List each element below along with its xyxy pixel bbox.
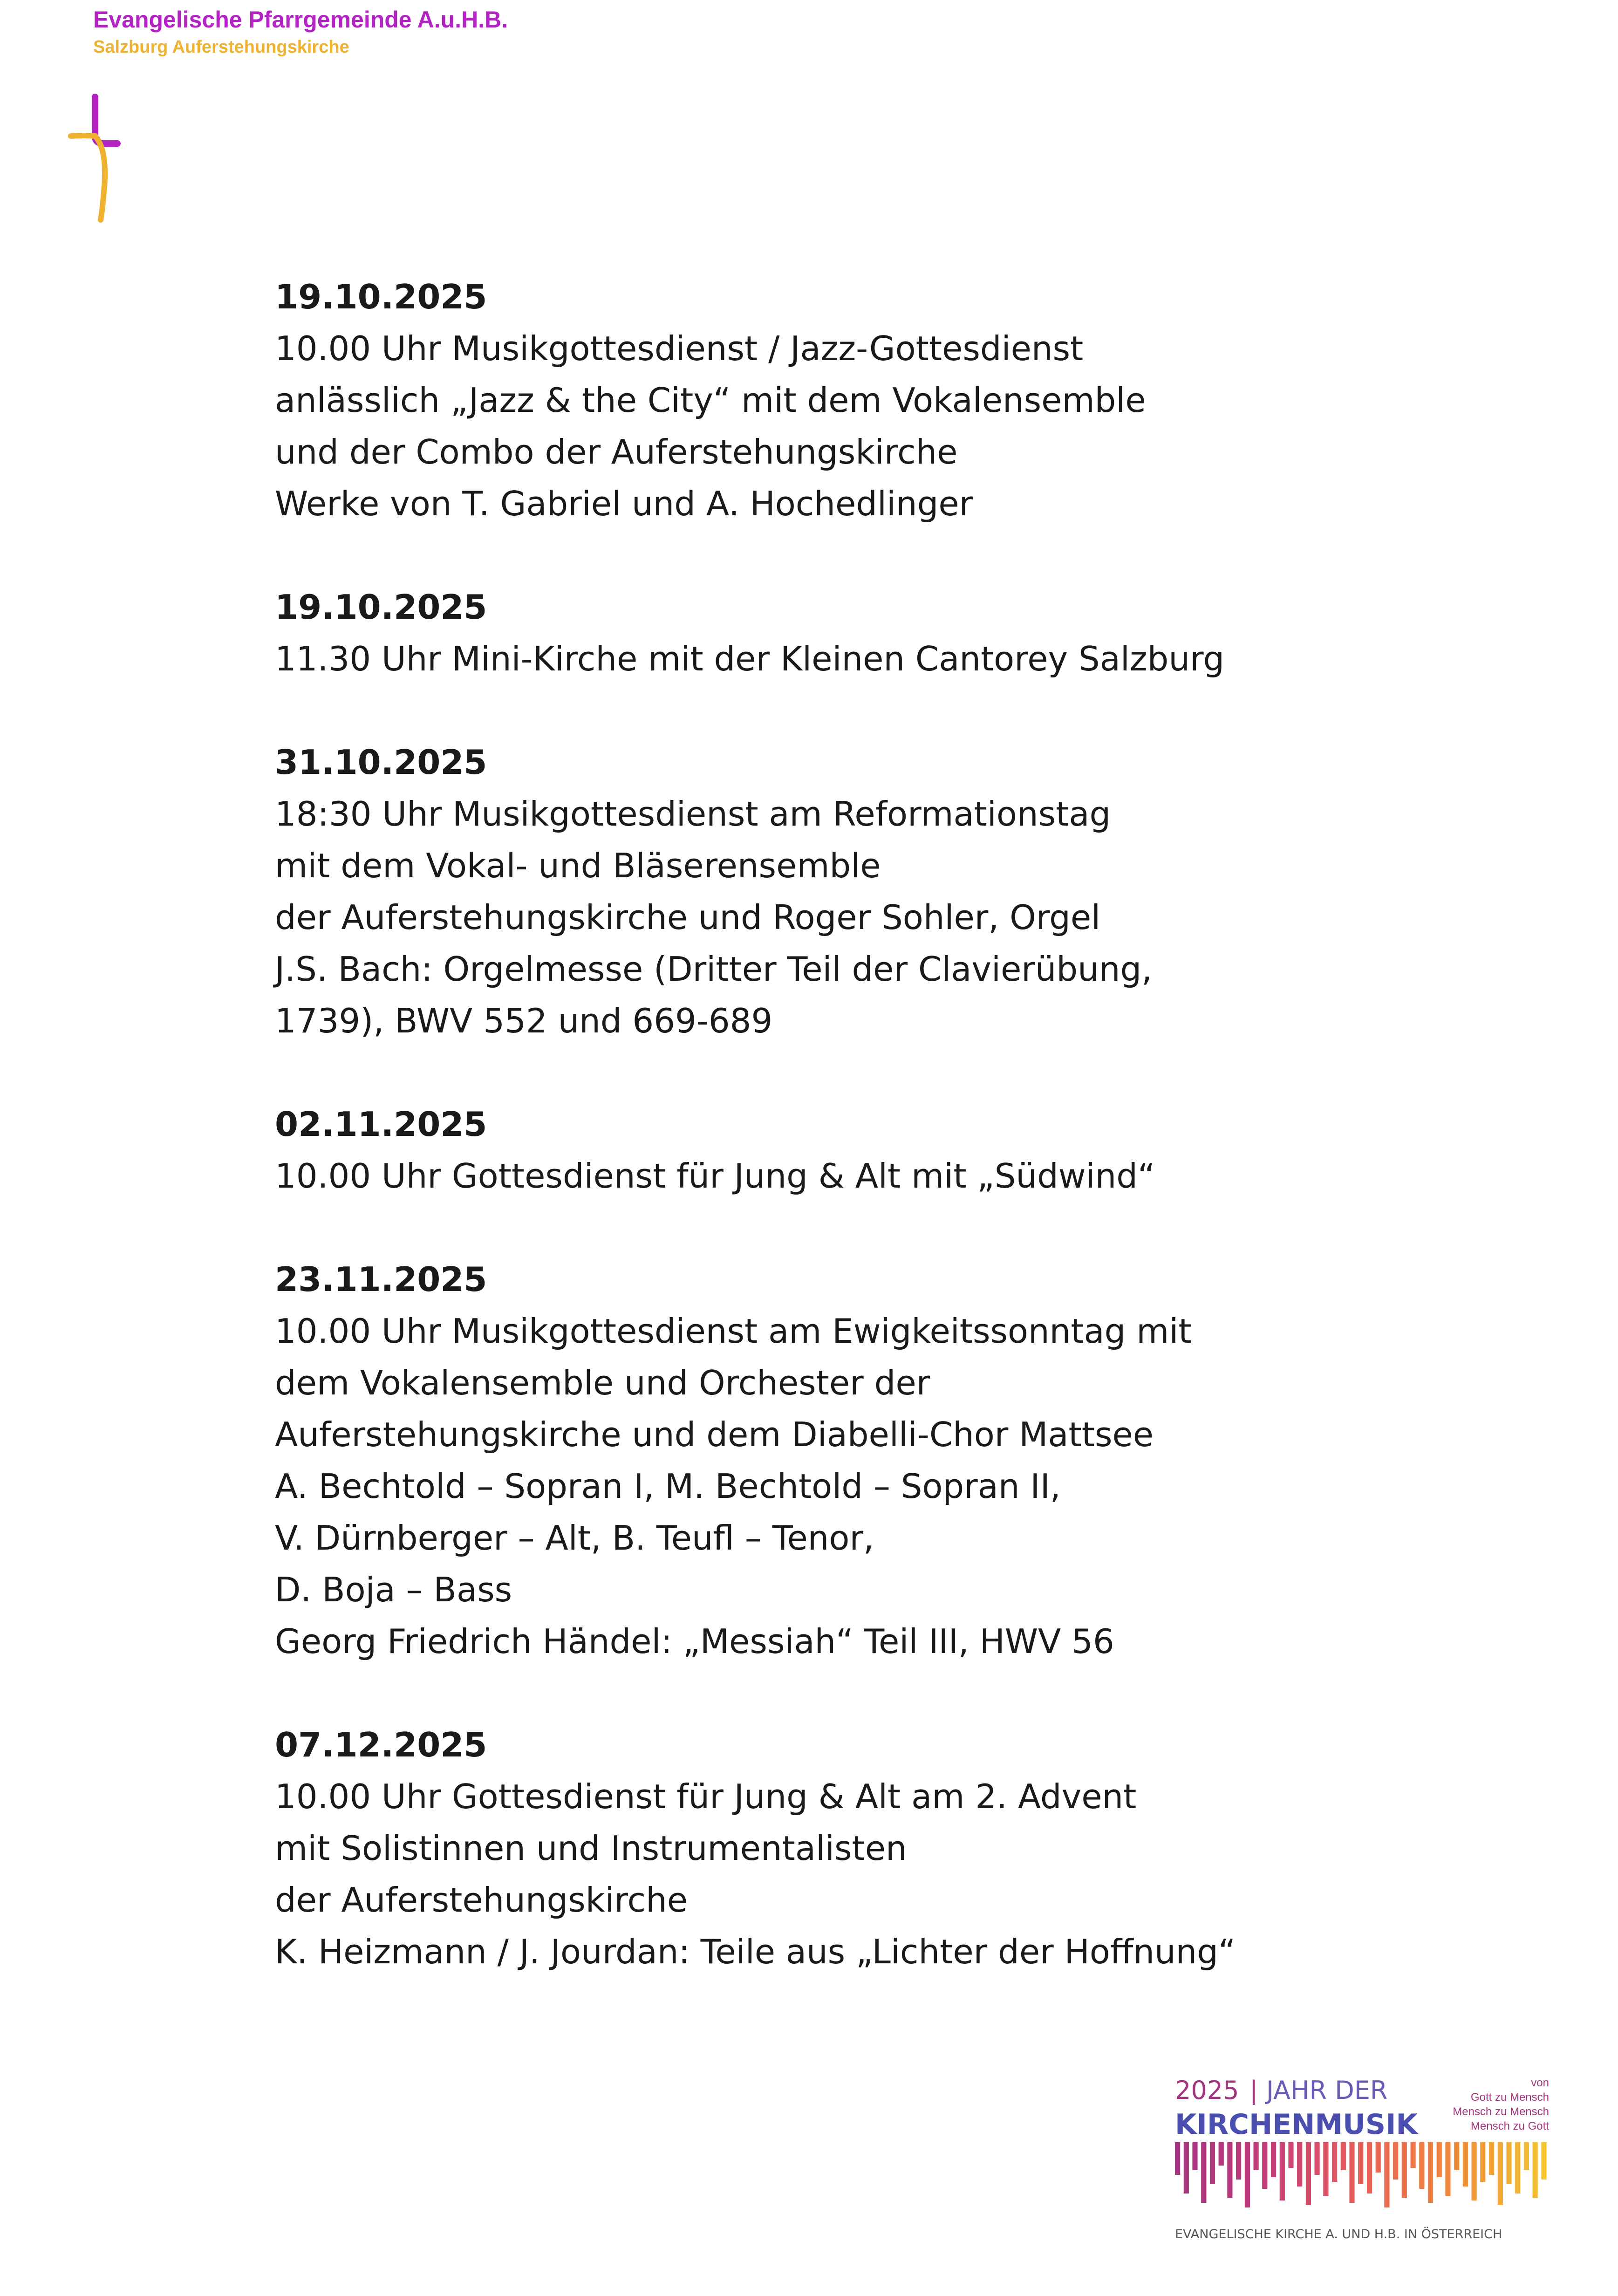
event-line: Werke von T. Gabriel und A. Hochedlinger bbox=[275, 484, 973, 523]
sound-bar bbox=[1306, 2142, 1311, 2205]
sound-bar bbox=[1219, 2142, 1224, 2166]
logo-year: 2025 bbox=[1175, 2076, 1239, 2105]
event-line: dem Vokalensemble und Orchester der bbox=[275, 1363, 930, 1402]
sound-bar bbox=[1480, 2142, 1485, 2182]
sound-bar bbox=[1175, 2142, 1180, 2175]
sound-bar bbox=[1315, 2142, 1320, 2175]
church-logo bbox=[65, 93, 717, 233]
sound-bar bbox=[1245, 2142, 1250, 2207]
logo-tagline: Gott zu Mensch bbox=[1470, 2091, 1549, 2104]
sound-bar bbox=[1437, 2142, 1442, 2177]
logo-tagline: von bbox=[1531, 2077, 1549, 2089]
event-item bbox=[275, 737, 1393, 1047]
event-line: 10.00 Uhr Musikgottesdienst / Jazz-Gottesdienst bbox=[275, 329, 1084, 368]
sound-bar bbox=[1419, 2142, 1424, 2189]
event-line: Georg Friedrich Händel: „Messiah“ Teil III, HWV 56 bbox=[275, 1622, 1114, 1661]
cross-icon bbox=[65, 93, 126, 224]
event-item bbox=[275, 1719, 1393, 1978]
event-line: K. Heizmann / J. Jourdan: Teile aus „Lichter der Hoffnung“ bbox=[275, 1932, 1236, 1971]
event-line: 18:30 Uhr Musikgottesdienst am Reformationstag bbox=[275, 794, 1111, 834]
sound-bar bbox=[1332, 2142, 1337, 2182]
event-line: 10.00 Uhr Gottesdienst für Jung & Alt mit „Südwind“ bbox=[275, 1156, 1155, 1196]
sound-bar bbox=[1454, 2142, 1459, 2170]
event-line: D. Boja – Bass bbox=[275, 1570, 512, 1609]
event-date: 19.10.2025 bbox=[275, 588, 487, 627]
sound-bar bbox=[1515, 2142, 1520, 2194]
logo-subtitle: KIRCHENMUSIK bbox=[1175, 2108, 1418, 2141]
event-date: 02.11.2025 bbox=[275, 1105, 487, 1144]
sound-bar bbox=[1323, 2142, 1328, 2196]
event-line: 1739), BWV 552 und 669-689 bbox=[275, 1001, 773, 1040]
logo-caption: EVANGELISCHE KIRCHE A. UND H.B. IN ÖSTERREICH bbox=[1175, 2227, 1502, 2241]
event-line: der Auferstehungskirche bbox=[275, 1880, 688, 1920]
event-line: und der Combo der Auferstehungskirche bbox=[275, 432, 958, 472]
sound-bar bbox=[1393, 2142, 1398, 2180]
sound-bar bbox=[1498, 2142, 1503, 2205]
event-line: der Auferstehungskirche und Roger Sohler, Orgel bbox=[275, 898, 1101, 937]
sound-bar bbox=[1358, 2142, 1363, 2184]
sound-bar bbox=[1411, 2142, 1416, 2168]
event-line: A. Bechtold – Sopran I, M. Bechtold – Sopran II, bbox=[275, 1467, 1061, 1506]
sound-bar bbox=[1541, 2142, 1546, 2180]
org-subtitle: Salzburg Auferstehungskirche bbox=[93, 37, 349, 57]
sound-bar bbox=[1271, 2142, 1276, 2177]
sound-bar bbox=[1524, 2142, 1529, 2170]
sound-bar bbox=[1445, 2142, 1450, 2196]
sound-bar bbox=[1349, 2142, 1354, 2203]
sound-bar bbox=[1341, 2142, 1346, 2170]
sound-bar bbox=[1254, 2142, 1259, 2170]
sound-bar bbox=[1489, 2142, 1494, 2175]
sound-bar bbox=[1506, 2142, 1511, 2184]
sound-bar bbox=[1201, 2142, 1206, 2203]
event-item bbox=[275, 581, 1393, 685]
event-line: J.S. Bach: Orgelmesse (Dritter Teil der Clavierübung, bbox=[275, 950, 1153, 989]
sound-bar bbox=[1192, 2142, 1197, 2170]
event-line: Auferstehungskirche und dem Diabelli-Chor Mattsee bbox=[275, 1415, 1154, 1454]
sound-bar bbox=[1288, 2142, 1293, 2168]
sound-bar bbox=[1463, 2142, 1468, 2187]
event-list bbox=[275, 271, 1393, 2030]
sound-bar bbox=[1280, 2142, 1285, 2200]
sound-bar bbox=[1236, 2142, 1241, 2180]
sound-bar bbox=[1210, 2142, 1215, 2184]
sound-bar bbox=[1472, 2142, 1477, 2200]
event-line: mit Solistinnen und Instrumentalisten bbox=[275, 1829, 907, 1868]
event-line: 11.30 Uhr Mini-Kirche mit der Kleinen Cantorey Salzburg bbox=[275, 639, 1225, 678]
sound-bars-icon bbox=[1175, 2142, 1550, 2210]
logo-separator: | bbox=[1249, 2076, 1258, 2105]
logo-title: JAHR DER bbox=[1266, 2076, 1388, 2105]
event-item bbox=[275, 1254, 1393, 1667]
org-name: Evangelische Pfarrgemeinde A.u.H.B. bbox=[93, 7, 508, 33]
sound-bar bbox=[1297, 2142, 1302, 2187]
event-date: 31.10.2025 bbox=[275, 743, 487, 782]
sound-bar bbox=[1428, 2142, 1433, 2203]
sound-bar bbox=[1262, 2142, 1267, 2189]
sound-bar bbox=[1384, 2142, 1389, 2207]
sound-bar bbox=[1376, 2142, 1381, 2173]
logo-tagline: Mensch zu Gott bbox=[1470, 2120, 1549, 2132]
logo-tagline: Mensch zu Mensch bbox=[1453, 2105, 1549, 2118]
event-item bbox=[275, 271, 1393, 530]
sound-bar bbox=[1367, 2142, 1372, 2194]
event-line: mit dem Vokal- und Bläserensemble bbox=[275, 846, 881, 885]
event-date: 07.12.2025 bbox=[275, 1725, 487, 1764]
sound-bar bbox=[1227, 2142, 1232, 2198]
event-date: 19.10.2025 bbox=[275, 277, 487, 316]
sound-bar bbox=[1184, 2142, 1189, 2194]
sound-bar bbox=[1402, 2142, 1407, 2198]
event-line: 10.00 Uhr Gottesdienst für Jung & Alt am 2. Advent bbox=[275, 1777, 1137, 1816]
event-line: anlässlich „Jazz & the City“ mit dem Vokalensemble bbox=[275, 381, 1146, 420]
event-item bbox=[275, 1099, 1393, 1202]
event-date: 23.11.2025 bbox=[275, 1260, 487, 1299]
event-line: 10.00 Uhr Musikgottesdienst am Ewigkeitssonntag mit bbox=[275, 1312, 1192, 1351]
event-line: V. Dürnberger – Alt, B. Teufl – Tenor, bbox=[275, 1518, 874, 1558]
sound-bar bbox=[1533, 2142, 1538, 2198]
